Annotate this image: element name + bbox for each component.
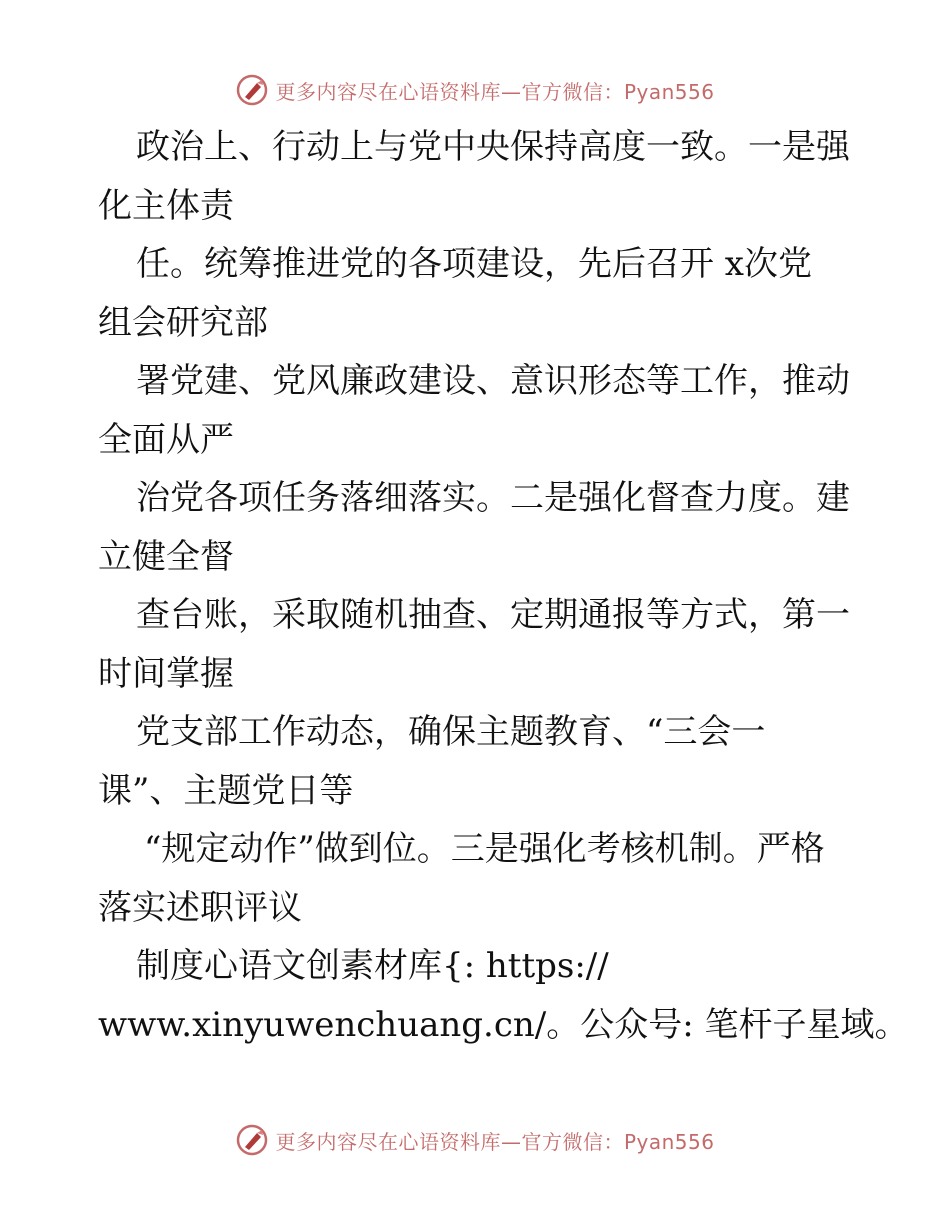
footer-watermark — [0, 1120, 950, 1160]
watermark-text: 更多内容尽在心语资料库—官方微信：Pyan556 — [275, 1129, 715, 1154]
text-line: 党支部工作动态，确保主题教育、“三会一 — [136, 712, 766, 752]
text-line: 课”、主题党日等 — [98, 770, 354, 811]
text-line: 全面从严 — [98, 419, 234, 460]
header-watermark — [0, 70, 950, 110]
text-line: 政治上、行动上与党中央保持高度一致。一是强 — [136, 127, 850, 167]
text-line: 化主体责 — [98, 185, 234, 226]
text-line: 组会研究部 — [98, 302, 268, 343]
text-line: www.xinyuwenchuang.cn/。公众号: 笔杆子星域。 — [98, 1004, 909, 1045]
document-body — [98, 118, 909, 1054]
text-line: 查台账，采取随机抽查、定期通报等方式，第一 — [136, 595, 850, 635]
text-line: “规定动作”做到位。三是强化考核机制。严格 — [144, 829, 825, 869]
text-line: 治党各项任务落细落实。二是强化督查力度。建 — [136, 478, 850, 518]
text-line: 落实述职评议 — [98, 887, 302, 928]
text-line: 时间掌握 — [98, 653, 234, 694]
text-line: 任。统筹推进党的各项建设，先后召开 x次党 — [136, 244, 812, 284]
text-line: 立健全督 — [98, 536, 234, 577]
text-line: 署党建、党风廉政建设、意识形态等工作，推动 — [136, 361, 850, 401]
watermark-text: 更多内容尽在心语资料库—官方微信：Pyan556 — [275, 79, 715, 104]
pen-nib-logo-icon — [235, 73, 269, 107]
pen-nib-logo-icon — [235, 1123, 269, 1157]
text-line: 制度心语文创素材库{: https:// — [136, 946, 609, 986]
